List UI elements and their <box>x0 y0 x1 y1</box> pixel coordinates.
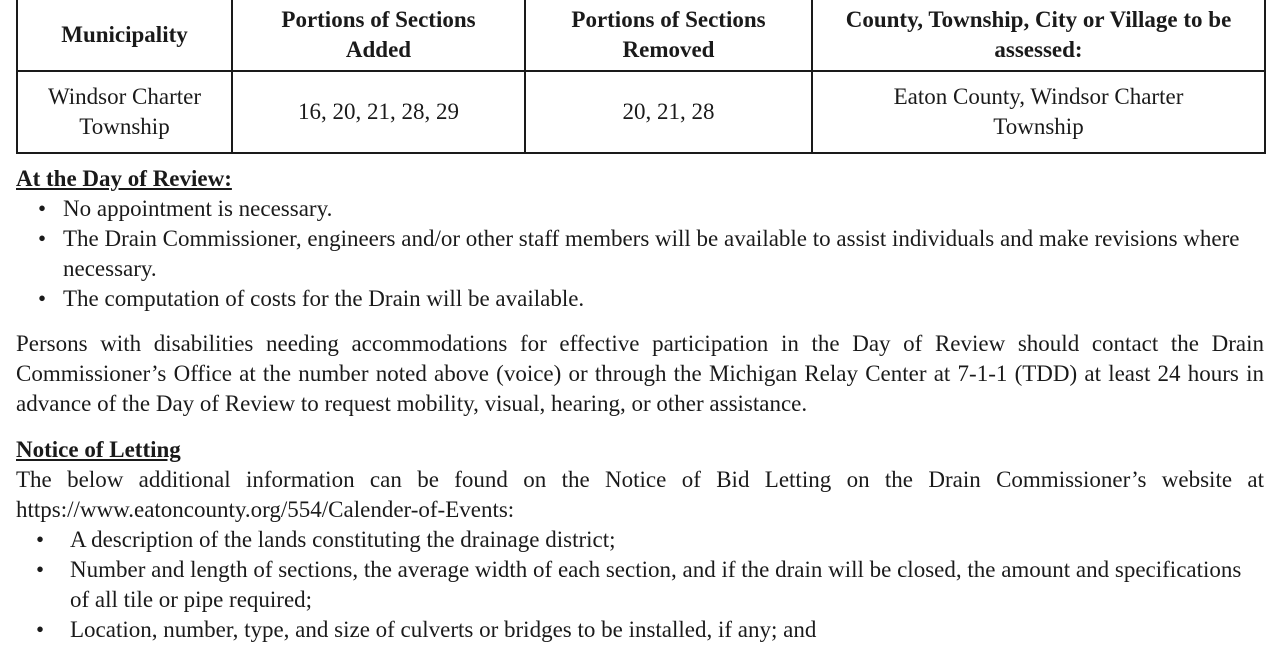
notice-of-letting-heading: Notice of Letting <box>16 437 181 462</box>
header-to-be-assessed: County, Township, City or Village to be assessed: <box>812 0 1265 71</box>
bullet-icon: • <box>36 617 45 642</box>
assessment-table <box>16 0 1266 154</box>
list-item-text: A description of the lands constituting the drainage district; <box>70 527 616 552</box>
table-row <box>17 71 1265 153</box>
notice-of-letting-intro: The below additional information can be found on the Notice of Bid Letting on the Drain Commissioner’s website at https://www.eatoncounty.org/554/Calender-of-Events: <box>16 467 1264 522</box>
header-municipality: Municipality <box>17 0 232 71</box>
notice-of-letting-section <box>16 435 1264 645</box>
bullet-icon: • <box>36 527 45 552</box>
list-item <box>16 615 1264 645</box>
bullet-icon: • <box>36 557 45 582</box>
day-of-review-section <box>16 164 1264 314</box>
day-of-review-heading: At the Day of Review: <box>16 166 232 191</box>
list-item-text: The computation of costs for the Drain will be available. <box>63 286 585 311</box>
bullet-icon: • <box>38 196 47 221</box>
header-sections-removed: Portions of Sections Removed <box>525 0 812 71</box>
notice-of-letting-list <box>16 525 1264 645</box>
cell-municipality: Windsor Charter Township <box>17 71 232 153</box>
list-item-text: Location, number, type, and size of culverts or bridges to be installed, if any; and <box>70 617 817 642</box>
accessibility-paragraph: Persons with disabilities needing accommodations for effective participation in the Day of Review should contact the Drain Commissioner’s Office at the number noted above (voice) or through the Michigan Relay Center at 7-1-1 (TDD) at least 24 hours in advance of the Day of Review to request mobility, visual, hearing, or other assistance. <box>16 331 1264 416</box>
table-header-row <box>17 0 1265 71</box>
bullet-icon: • <box>38 226 47 251</box>
list-item <box>16 194 1264 224</box>
list-item <box>16 224 1264 284</box>
list-item-text: Number and length of sections, the average width of each section, and if the drain will be closed, the amount and specifications of all tile or pipe required; <box>70 557 1242 612</box>
day-of-review-list <box>16 194 1264 314</box>
list-item <box>16 525 1264 555</box>
cell-sections-added: 16, 20, 21, 28, 29 <box>232 71 525 153</box>
cell-sections-removed: 20, 21, 28 <box>525 71 812 153</box>
header-sections-added: Portions of Sections Added <box>232 0 525 71</box>
list-item-text: The Drain Commissioner, engineers and/or other staff members will be available to assist individuals and make revisions where necessary. <box>63 226 1240 281</box>
list-item <box>16 284 1264 314</box>
list-item <box>16 555 1264 615</box>
list-item-text: No appointment is necessary. <box>63 196 333 221</box>
bullet-icon: • <box>38 286 47 311</box>
cell-to-be-assessed: Eaton County, Windsor Charter Township <box>812 71 1265 153</box>
